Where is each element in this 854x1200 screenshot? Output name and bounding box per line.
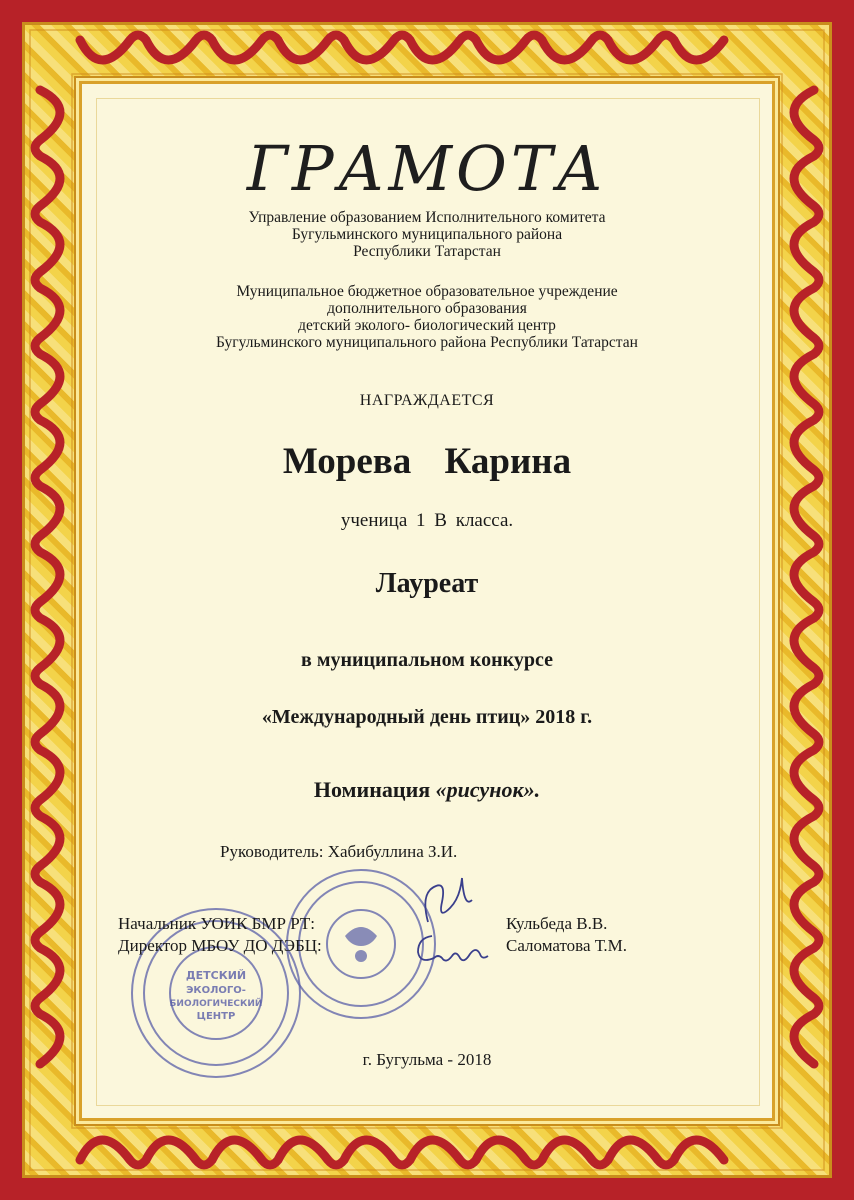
stamp-text-1: ДЕТСКИЙ xyxy=(185,969,247,982)
stamp-text-4: ЦЕНТР xyxy=(196,1011,236,1022)
issuer-line-3: Республики Татарстан xyxy=(353,243,501,260)
signature-1-icon xyxy=(410,872,480,932)
awarded-label: НАГРАЖДАЕТСЯ xyxy=(359,392,495,409)
contest-line: в муниципальном конкурсе xyxy=(301,649,553,671)
place-date: г. Бугульма - 2018 xyxy=(362,1050,492,1069)
supervisor: Руководитель: Хабибуллина З.И. xyxy=(220,842,458,861)
stamp-text-3: БИОЛОГИЧЕСКИЙ xyxy=(169,999,263,1009)
nomination-label: Номинация xyxy=(313,777,431,802)
certificate-title: ГРАМОТА xyxy=(246,132,608,205)
signatory-2-name: Саломатова Т.М. xyxy=(506,936,628,955)
signature-2-icon xyxy=(410,924,500,974)
nomination-value: «рисунок». xyxy=(435,777,541,802)
issuer-line-1: Управление образованием Исполнительного комитета xyxy=(248,209,606,226)
signatory-1-name: Кульбеда В.В. xyxy=(506,914,608,933)
nomination xyxy=(0,777,854,803)
institution-line-3: детский эколого- биологический центр xyxy=(298,317,556,334)
issuer-line-2: Бугульминского муниципального района xyxy=(291,226,563,243)
signatory-2-position: Директор МБОУ ДО ДЭБЦ: xyxy=(118,936,322,955)
signatory-1-position: Начальник УОИК БМР РТ: xyxy=(118,914,316,933)
student-info: ученица 1 В класса. xyxy=(340,510,514,531)
award-title: Лауреат xyxy=(375,568,479,599)
recipient-name: Морева Карина xyxy=(282,441,572,482)
stamp-text-2: ЭКОЛОГО- xyxy=(186,985,246,996)
institution-line-4: Бугульминского муниципального района Республики Татарстан xyxy=(216,334,638,351)
contest-name: «Международный день птиц» 2018 г. xyxy=(261,706,593,728)
institution-line-2: дополнительного образования xyxy=(327,300,527,317)
institution-line-1: Муниципальное бюджетное образовательное учреждение xyxy=(236,283,618,300)
